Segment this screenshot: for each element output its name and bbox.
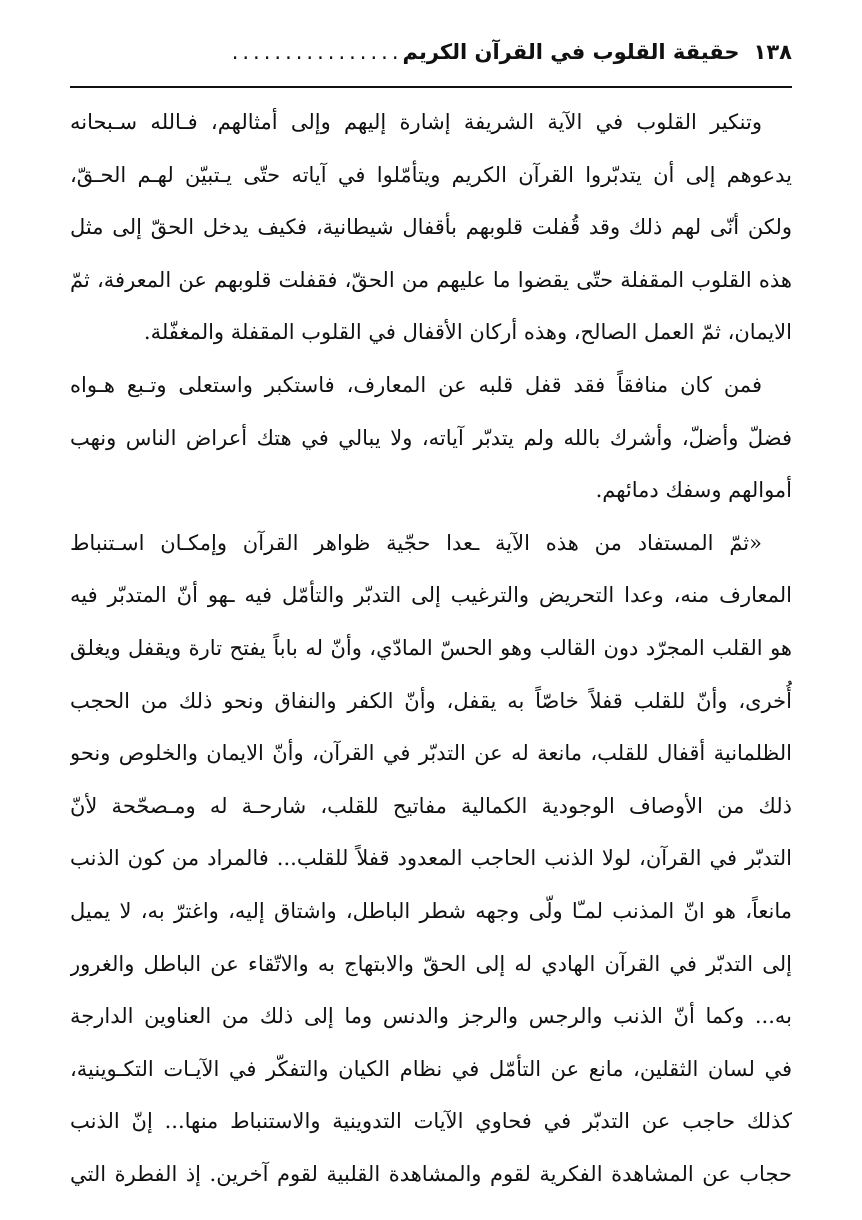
- text-line: مانعاً، هو انّ المذنب لمـّا ولّى وجهه شطر الباطل، واشتاق إليه، واغترّ به، لا يميل: [70, 898, 792, 923]
- header-leader-dots: ................: [231, 40, 403, 64]
- paragraph-1: [70, 96, 792, 359]
- text-line: «ثمّ المستفاد من هذه الآية ـعدا حجّية ظواهر القرآن وإمكـان اسـتنباط: [70, 530, 762, 555]
- book-page: [70, 40, 792, 1200]
- text-line: حجاب عن المشاهدة الفكرية لقوم والمشاهدة القلبية لقوم آخرين. إذ الفطرة التي: [70, 1161, 792, 1186]
- body-text: [70, 96, 792, 1200]
- text-line: التدبّر في القرآن، لولا الذنب الحاجب المعدود قفلاً للقلب... فالمراد من كون الذنب: [70, 846, 792, 871]
- text-line: الايمان، ثمّ العمل الصالح، وهذه أركان الأقفال في القلوب المقفلة والمغفّلة.: [143, 320, 792, 345]
- text-line: فمن كان منافقاً فقد قفل قلبه عن المعارف، فاستكبر واستعلى وتـبع هـواه: [70, 372, 762, 397]
- paragraph-3-quotation: [70, 517, 792, 1201]
- text-line: المعارف منه، وعدا التحريض والترغيب إلى التدبّر والتأمّل فيه ـهو أنّ المتدبّر فيه: [70, 583, 792, 608]
- page-number: ١٣٨: [753, 40, 792, 64]
- text-line: هو القلب المجرّد دون القالب وهو الحسّ المادّي، وأنّ له باباً يفتح تارة ويقفل ويغلق: [70, 635, 792, 660]
- text-line: الظلمانية أقفال للقلب، مانعة له عن التدبّر في القرآن، وأنّ الايمان والخلوص ونحو: [70, 741, 792, 766]
- running-header: [70, 40, 792, 88]
- text-line: إلى التدبّر في القرآن الهادي له إلى الحقّ والابتهاج به والاتّقاء عن الباطل والغرور: [70, 951, 792, 976]
- text-line: ذلك من الأوصاف الوجودية الكمالية مفاتيح للقلب، شارحـة له ومـصحّحة لأنّ: [70, 793, 792, 818]
- text-line: به... وكما أنّ الذنب والرجس والرجز والدنس وما إلى ذلك من العناوين الدارجة: [70, 1004, 792, 1029]
- text-line: هذه القلوب المقفلة حتّى يقضوا ما عليهم من الحقّ، فقفلت قلوبهم عن المعرفة، ثمّ: [70, 267, 792, 292]
- running-title: حقيقة القلوب في القرآن الكريم: [402, 40, 740, 64]
- text-line: أموالهم وسفك دمائهم.: [595, 478, 792, 503]
- text-line: وتنكير القلوب في الآية الشريفة إشارة إليهم وإلى أمثالهم، فـالله سـبحانه: [70, 110, 762, 134]
- text-line: في لسان الثقلين، مانع عن التأمّل في نظام الكيان والتفكّر في الآيـات التكـوينية،: [70, 1056, 792, 1081]
- text-line: يدعوهم إلى أن يتدبّروا القرآن الكريم ويتأمّلوا في آياته حتّى يـتبيّن لهـم الحـقّ،: [70, 162, 792, 187]
- text-line: أُخرى، وأنّ للقلب قفلاً خاصّاً به يقفل، وأنّ الكفر والنفاق ونحو ذلك من الحجب: [70, 688, 792, 713]
- text-line: ولكن أنّى لهم ذلك وقد قُفلت قلوبهم بأقفال شيطانية، فكيف يدخل الحقّ إلى مثل: [70, 215, 792, 240]
- text-line: كذلك حاجب عن التدبّر في فحاوي الآيات التدوينية والاستنباط منها... إنّ الذنب: [70, 1109, 792, 1134]
- text-line: فضلّ وأضلّ، وأشرك بالله ولم يتدبّر آياته، ولا يبالي في هتك أعراض الناس ونهب: [70, 425, 792, 450]
- paragraph-2: [70, 359, 792, 517]
